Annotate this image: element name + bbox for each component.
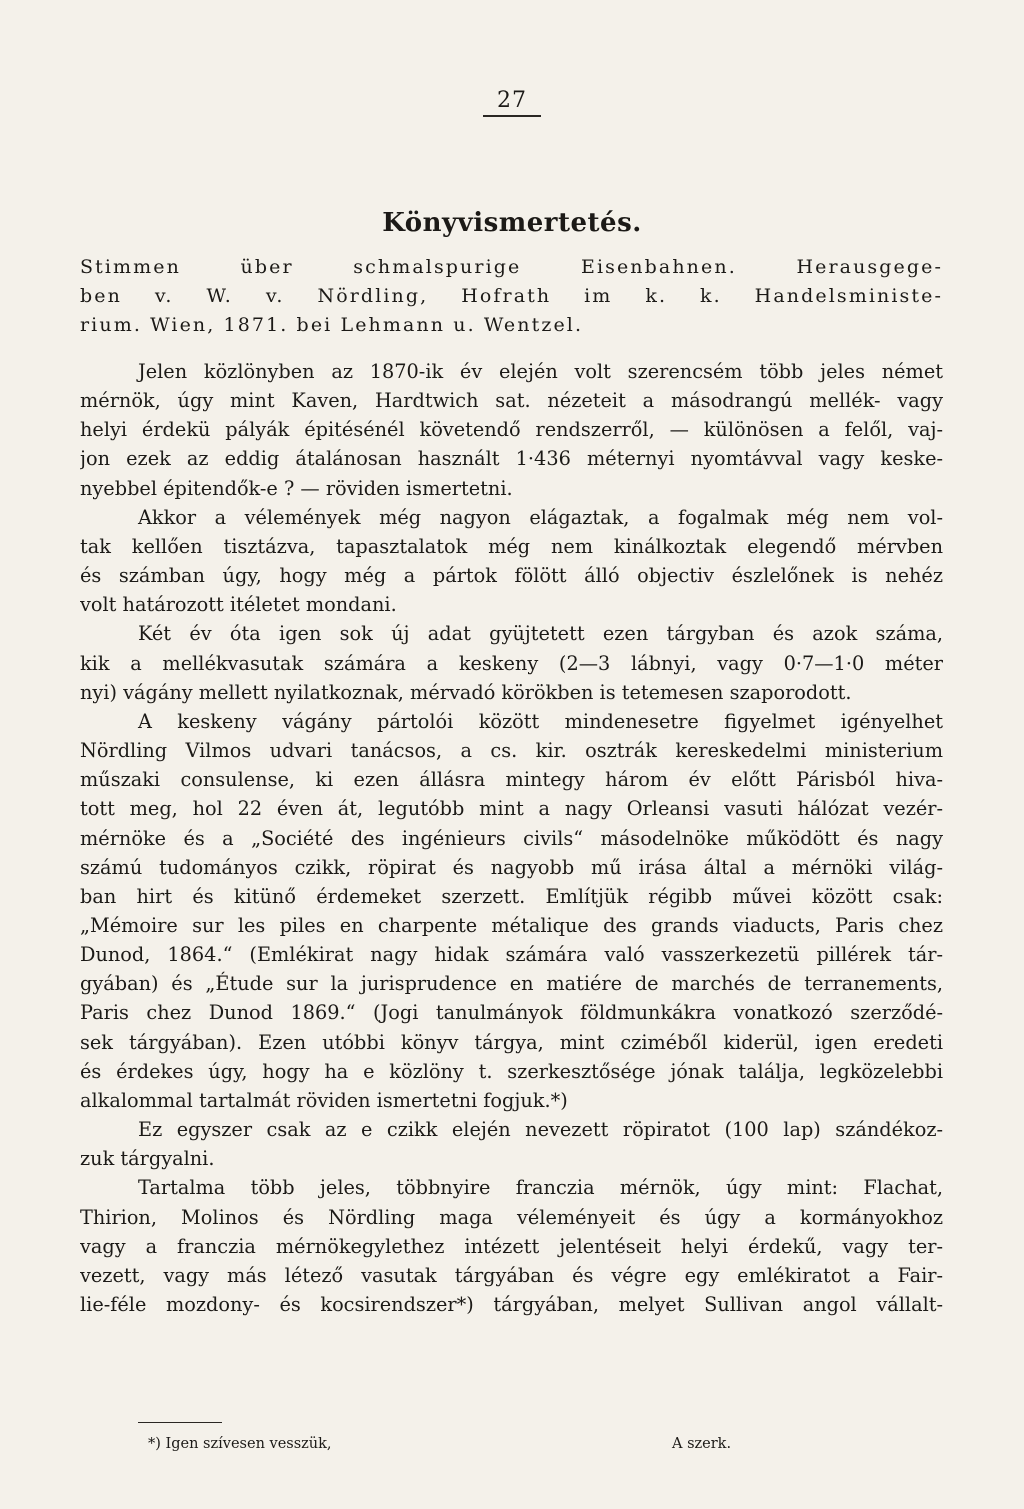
paragraph-line: Ez egyszer csak az e czikk elején nevezett röpiratot (100 lap) szándékoz-: [138, 1118, 943, 1142]
paragraph-line: ban hirt és kitünő érdemeket szerzett. Említjük régibb művei között csak:: [80, 884, 943, 908]
bibliography-line: rium. Wien, 1871. bei Lehmann u. Wentzel.: [80, 314, 584, 337]
article-title: Könyvismertetés.: [382, 208, 642, 238]
paragraph-line: vagy a franczia mérnökegylethez intézett jelentéseit helyi érdekű, vagy ter-: [80, 1234, 943, 1258]
paragraph-line: műszaki consulense, ki ezen állásra mintegy három év előtt Párisból hiva-: [80, 768, 943, 792]
paragraph-line: Két év óta igen sok új adat gyüjtetett ezen tárgyban és azok száma,: [138, 622, 943, 646]
paragraph-line: tak kellően tisztázva, tapasztalatok még nem kinálkoztak elegendő mérvben: [80, 534, 943, 558]
paragraph-line: helyi érdekü pályák épitésénél követendő rendszerről, — különösen a felől, vaj-: [80, 418, 943, 442]
paragraph-line: A keskeny vágány pártolói között mindenesetre figyelmet igényelhet: [138, 709, 943, 733]
paragraph-line: tott meg, hol 22 éven át, legutóbb mint a nagy Orleansi vasuti hálózat vezér-: [80, 797, 943, 821]
paragraph-line: Jelen közlönyben az 1870-ik év elején volt szerencsém több jeles német: [138, 360, 943, 383]
footnote-text: *) Igen szívesen vesszük,: [148, 1436, 332, 1452]
paragraph-line: „Mémoire sur les piles en charpente métalique des grands viaducts, Paris chez: [80, 913, 943, 937]
paragraph-line: Thirion, Molinos és Nördling maga véleményeit és úgy a kormányokhoz: [80, 1205, 943, 1229]
paragraph-line: alkalommal tartalmát röviden ismertetni fogjuk.*): [80, 1088, 568, 1112]
paragraph-line: számú tudományos czikk, röpirat és nagyobb mű irása által a mérnöki világ-: [80, 855, 943, 879]
bibliography-entry: [80, 253, 943, 340]
paragraph-line: sek tárgyában). Ezen utóbbi könyv tárgya, mint cziméből kiderül, igen eredeti: [80, 1030, 943, 1054]
page-number: 27: [483, 88, 541, 117]
bibliography-line: Stimmen über schmalspurige Eisenbahnen. Herausgege-: [80, 256, 943, 278]
paragraph-line: nyebbel épitendők-e ? — röviden ismertetni.: [80, 476, 513, 500]
paragraph-line: Dunod, 1864.“ (Emlékirat nagy hidak számára való vasszerkezetü pillérek tár-: [80, 943, 943, 967]
paragraph-line: és érdekes úgy, hogy ha e közlöny t. szerkesztősége jónak találja, legközelebbi: [80, 1059, 943, 1083]
paragraph-line: mérnöke és a „Société des ingénieurs civils“ másodelnöke működött és nagy: [80, 826, 943, 850]
paragraph-line: nyi) vágány mellett nyilatkoznak, mérvadó körökben is tetemesen szaporodott.: [80, 680, 852, 704]
paragraph-line: Nördling Vilmos udvari tanácsos, a cs. kir. osztrák kereskedelmi ministerium: [80, 739, 943, 763]
paragraph-line: volt határozott itéletet mondani.: [80, 593, 397, 617]
paragraph-line: gyában) és „Étude sur la jurisprudence en matiére de marchés de terranements,: [80, 972, 943, 996]
paragraph-line: lie-féle mozdony- és kocsirendszer*) tárgyában, melyet Sullivan angol vállalt-: [80, 1293, 943, 1316]
page-number-container: [0, 88, 1024, 117]
paragraph-line: Tartalma több jeles, többnyire franczia mérnök, úgy mint: Flachat,: [138, 1176, 943, 1200]
paragraph-line: zuk tárgyalni.: [80, 1147, 215, 1171]
paragraph-line: és számban úgy, hogy még a pártok fölött álló objectiv észlelőnek is nehéz: [80, 564, 943, 588]
paragraph-line: Paris chez Dunod 1869.“ (Jogi tanulmányok földmunkákra vonatkozó szerződé-: [80, 1001, 943, 1025]
paragraph-line: kik a mellékvasutak számára a keskeny (2—3 lábnyi, vagy 0·7—1·0 méter: [80, 651, 943, 675]
article-body: [80, 357, 943, 1319]
paragraph-line: jon ezek az eddig átalánosan használt 1·436 méternyi nyomtávval vagy keske-: [80, 447, 943, 471]
paragraph-line: mérnök, úgy mint Kaven, Hardtwich sat. nézeteit a másodrangú mellék- vagy: [80, 389, 943, 413]
bibliography-line: ben v. W. v. Nördling, Hofrath im k. k. Handelsministe-: [80, 285, 943, 308]
paragraph-line: Akkor a vélemények még nagyon elágaztak, a fogalmak még nem vol-: [138, 505, 943, 529]
footnote-signature: A szerk.: [672, 1436, 732, 1452]
footnote-divider: [138, 1422, 222, 1423]
paragraph-line: vezett, vagy más létező vasutak tárgyában és végre egy emlékiratot a Fair-: [80, 1263, 943, 1287]
